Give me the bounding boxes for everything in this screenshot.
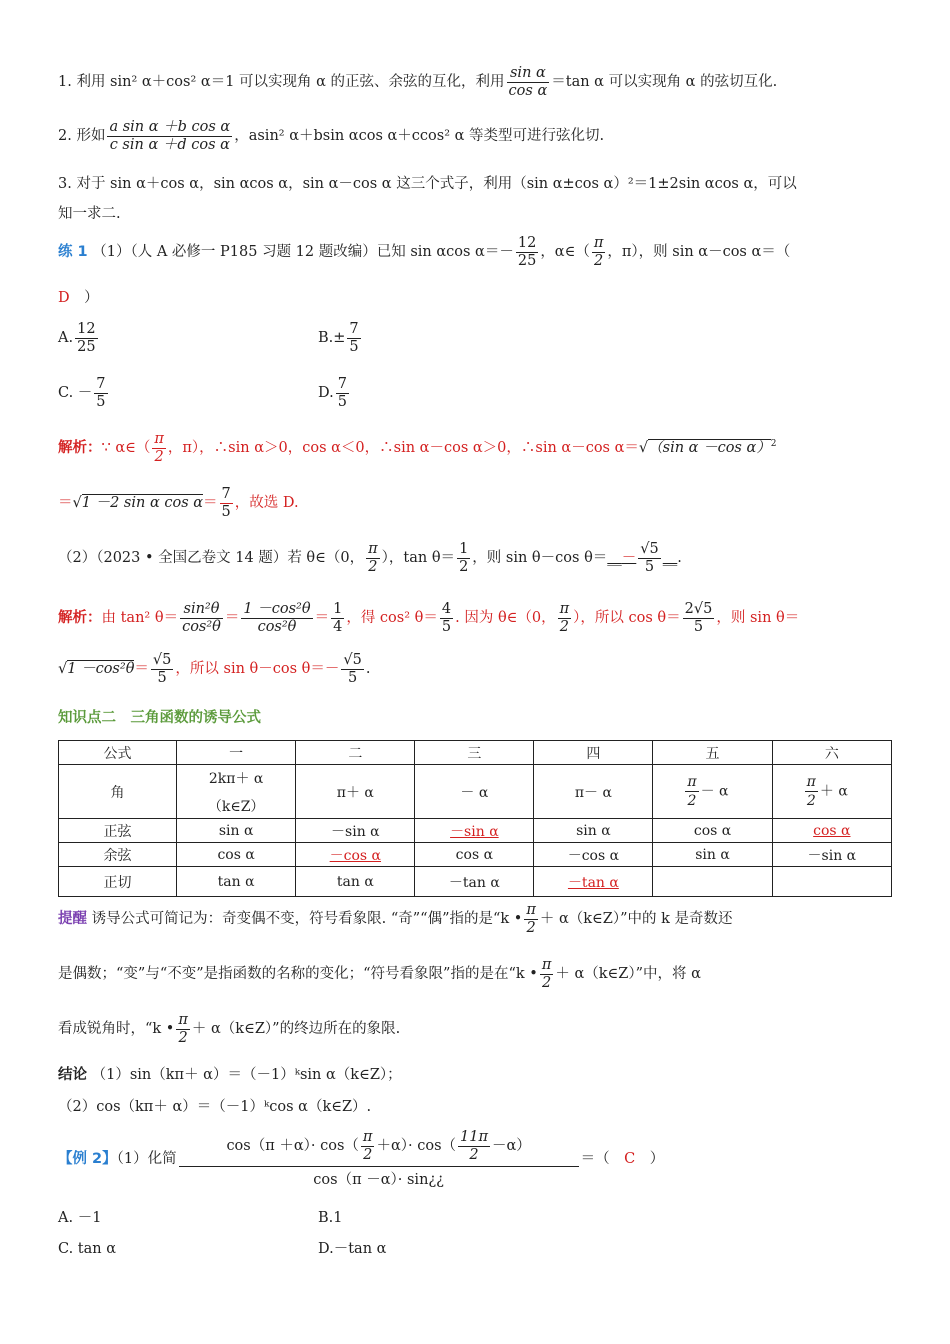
table-cell: －sin α [772,843,891,867]
tip-label: 提醒 [58,911,87,927]
tip-line-3: 看成锐角时，“k • $\frac{\pi}{2}$ ＋ α（k∈Z）”的终边所在的象限. [58,1012,401,1046]
table-header-cell: 六 [772,741,891,765]
ex1-solution-2: ＝√1 －2 sin α cos α＝ $\frac{7}{5}$ ，故选 D. [58,486,299,520]
tip-line-1: 提醒 诱导公式可简记为：奇变偶不变，符号看象限. “奇”“偶”指的是“k • $\frac{\pi}{2}$ ＋ α（k∈Z）”中的 k 是奇数还 [58,902,733,936]
ex1-option-a: A. $\frac{12}{25}$ [58,321,96,355]
table-header-cell: 二 [296,741,415,765]
table-cell: 2kπ＋ α （k∈Z） [176,765,295,819]
table-header-cell: 公式 [59,741,177,765]
table-cell: －cos α [534,843,653,867]
kp2-title: 知识点二 三角函数的诱导公式 [58,710,261,726]
table-cell: cos α [772,819,891,843]
ex1-option-b: B.± $\frac{7}{5}$ [318,321,359,355]
table-cell: －sin α [415,819,534,843]
intro-line-3: 3. 对于 sin α＋cos α，sin αcos α，sin α－cos α 这三个式子，利用（sin α±cos α）²＝1±2sin αcos α，可以 [58,176,797,192]
ex1-answer: D ） [58,290,99,306]
table-cell [653,867,772,897]
table-cell: cos α [653,819,772,843]
table-cell: －sin α [296,819,415,843]
table-cell: cos α [176,843,295,867]
table-header-row [59,741,892,765]
ex1-solution-4: √1 －cos²θ＝ $\frac{√5}{5}$ ，所以 sin θ－cos θ＝－ $\frac{√5}{5}$ . [58,652,371,686]
table-cell: tan α [296,867,415,897]
ex2-tag: 【例 2】 [58,1150,117,1167]
table-cell: $\frac{\pi}{2}$ ＋ α [772,765,891,819]
table-cell: cos α [415,843,534,867]
table-cell: $\frac{\pi}{2}$ － α [653,765,772,819]
ex2-option-a: A. －1 [58,1210,102,1226]
ex1-solution-1: 解析：∵ α∈（ $\frac{\pi}{2}$ ，π），∴sin α＞0，cos α＜0，∴sin α－cos α＞0，∴sin α－cos α＝√（sin α －cos α）$^2$ [58,431,777,465]
intro-line-4: 知一求二. [58,206,121,222]
table-cell: － α [415,765,534,819]
ex1-solution-3: 解析：由 tan² θ＝ $\frac{\text{sin²θ}}{\text{cos²θ}}$ ＝ $\frac{\text{1 －cos²θ}}{\text{cos²θ}}$ ＝ $\frac{1}{4}$ ，得 cos² θ＝ $\frac{4}{5}$ . 因为 θ∈（0， $\frac{\pi}{2}$ ），所以 cos θ＝ $\frac{2√5}{5}$ ，则 sin θ＝ [58,601,800,635]
table-cell: sin α [176,819,295,843]
table-cell: π＋ α [296,765,415,819]
table-header-cell: 三 [415,741,534,765]
table-cell: 正切 [59,867,177,897]
induction-formula-table [58,740,892,897]
table-cell: －tan α [534,867,653,897]
table-cell: －tan α [415,867,534,897]
table-cell: tan α [176,867,295,897]
conclusion-line-1: 结论 （1）sin（kπ＋ α）＝（－1）ᵏsin α（k∈Z）； [58,1067,402,1083]
ex2-option-d: D.－tan α [318,1241,387,1257]
table-cell [772,867,891,897]
ex1-option-d: D. $\frac{7}{5}$ [318,376,347,410]
table-cell: sin α [534,819,653,843]
ex2-question: 【例 2】（1）化简 cos（π ＋α）· cos（ $\frac{\pi}{2}$ ＋α）· cos（ $\frac{11\pi}{2}$ －α） cos（π －α）· sin¿¿ ＝（ C ） [58,1129,665,1188]
table-cell: 角 [59,765,177,819]
conclusion-line-2: （2）cos（kπ＋ α）＝（－1）ᵏcos α（k∈Z）. [58,1099,372,1115]
table-header-cell: 一 [176,741,295,765]
table-row-sin [59,819,892,843]
table-row-tan [59,867,892,897]
table-header-cell: 四 [534,741,653,765]
conclusion-label: 结论 [58,1067,87,1083]
table-cell: 正弦 [59,819,177,843]
table-cell: π－ α [534,765,653,819]
table-row-cos [59,843,892,867]
table-cell: sin α [653,843,772,867]
intro-line-1: 1. 利用 sin² α＋cos² α＝1 可以实现角 α 的正弦、余弦的互化，利用 $\frac{\text{sin α}}{\text{cos α}}$ ＝tan α 可以实现角 α 的弦切互化. [58,65,778,99]
ex2-option-b: B.1 [318,1210,343,1226]
ex1-question-1: 练 1 （1）（人 A 必修一 P185 习题 12 题改编）已知 sin αcos α＝－ $\frac{12}{25}$ ，α∈（ $\frac{\pi}{2}$ ，π），则 sin α－cos α＝（ [58,235,791,269]
table-row-angle [59,765,892,819]
tip-line-2: 是偶数；“变”与“不变”是指函数的名称的变化；“符号看象限”指的是在“k • $\frac{\pi}{2}$ ＋ α（k∈Z）”中，将 α [58,957,701,991]
ex1-question-2: （2）（2023 • 全国乙卷文 14 题）若 θ∈（0， $\frac{\pi}{2}$ ），tan θ＝ $\frac{1}{2}$ ，则 sin θ－cos θ＝__－ $\frac{√5}{5}$ __. [58,541,682,575]
intro-line-2: 2. 形如 $\frac{\text{a sin α ＋b cos α}}{\text{c sin α ＋d cos α}}$ ，asin² α＋bsin αcos α＋ccos² α 等类型可进行弦化切. [58,119,605,153]
ex2-option-c: C. tan α [58,1241,117,1257]
ex1-tag: 练 1 [58,244,88,260]
table-cell: －cos α [296,843,415,867]
ex1-option-c: C. － $\frac{7}{5}$ [58,376,106,410]
table-header-cell: 五 [653,741,772,765]
table-cell: 余弦 [59,843,177,867]
